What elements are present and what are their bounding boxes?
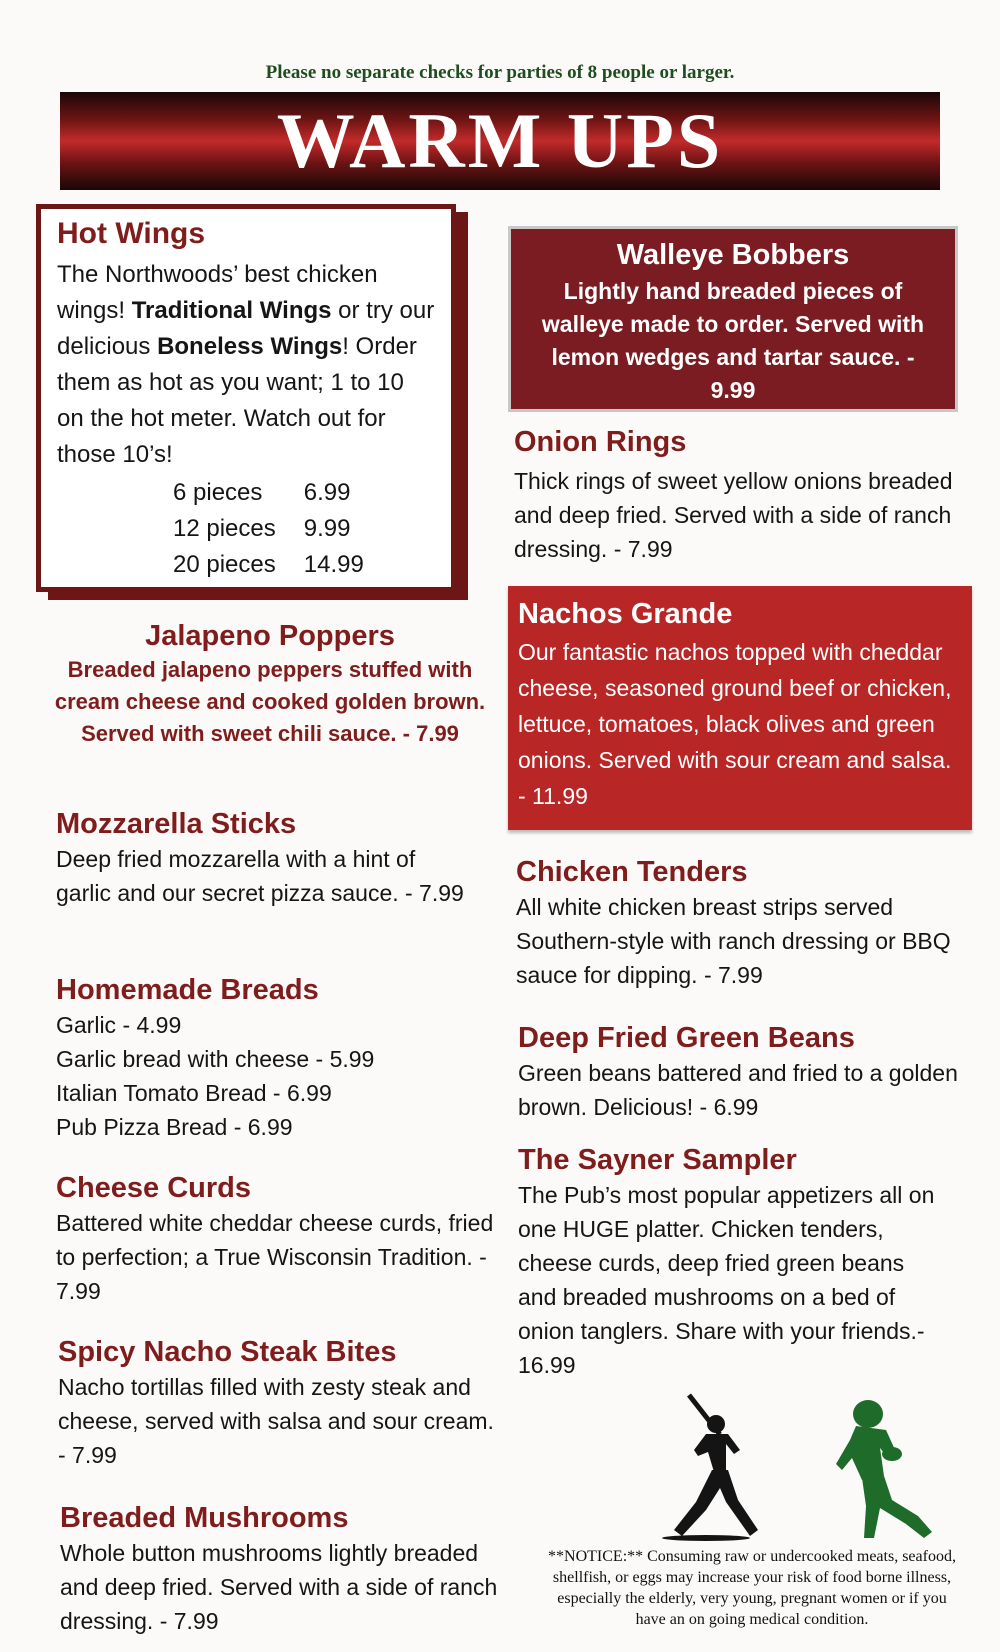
sayner-sampler-item (518, 1142, 938, 1382)
separate-checks-notice: Please no separate checks for parties of 8 people or larger. (265, 62, 735, 83)
football-player-icon (834, 1396, 938, 1544)
qty: 6 pieces (173, 479, 263, 506)
food-safety-notice: **NOTICE:** Consuming raw or undercooked meats, seafood, shellfish, or eggs may increase your risk of food borne illness, especially the elderly, very young, pregnant women or if you have an on going medical condition. (548, 1548, 956, 1628)
steak-bites-description: Nacho tortillas filled with zesty steak and cheese, served with salsa and sour cream. - 7.99 (58, 1374, 494, 1468)
hot-wings-box (36, 204, 456, 592)
homemade-breads-title: Homemade Breads (56, 974, 319, 1006)
walleye-bobbers-box (508, 226, 958, 412)
hot-wings-desc-part: ! Order them as hot as you want; 1 to 10 on the hot meter. Watch out for those 10’s! (57, 333, 417, 468)
bread-option: Pub Pizza Bread - 6.99 (56, 1114, 293, 1140)
homemade-breads-item (56, 972, 476, 1144)
jalapeno-poppers-item (50, 618, 490, 750)
cheese-curds-description: Battered white cheddar cheese curds, fried to perfection; a True Wisconsin Tradition. - 7.99 (56, 1210, 494, 1304)
bread-option: Garlic bread with cheese - 5.99 (56, 1046, 375, 1072)
nachos-grande-box (508, 586, 972, 830)
walleye-bobbers-title: Walleye Bobbers (616, 239, 850, 271)
mozzarella-sticks-description: Deep fried mozzarella with a hint of garlic and our secret pizza sauce. - 7.99 (56, 846, 464, 906)
green-beans-item (518, 1020, 958, 1124)
cheese-curds-title: Cheese Curds (56, 1172, 252, 1204)
steak-bites-title: Spicy Nacho Steak Bites (58, 1336, 397, 1368)
bread-option: Italian Tomato Bread - 6.99 (56, 1080, 332, 1106)
section-title: WARM UPS (276, 97, 724, 184)
breaded-mushrooms-item (60, 1500, 500, 1638)
table-row (173, 511, 364, 547)
table-row (173, 547, 364, 583)
qty: 20 pieces (173, 551, 276, 578)
hot-wings-price-table (173, 475, 364, 583)
chicken-tenders-description: All white chicken breast strips served Southern-style with ranch dressing or BBQ sauce for dipping. - 7.99 (516, 894, 951, 988)
chicken-tenders-item (516, 854, 966, 992)
traditional-wings-label: Traditional Wings (131, 297, 332, 324)
price: 6.99 (303, 479, 351, 506)
baseball-batter-icon (654, 1390, 766, 1542)
breaded-mushrooms-title: Breaded Mushrooms (60, 1502, 349, 1534)
onion-rings-description: Thick rings of sweet yellow onions breaded and deep fried. Served with a side of ranch dressing. - 7.99 (514, 468, 953, 562)
hot-wings-desc-part: The Northwoods’ best chicken wings! (57, 261, 378, 324)
table-row (173, 475, 364, 511)
boneless-wings-label: Boneless Wings (157, 333, 343, 360)
price: 14.99 (303, 551, 364, 578)
bread-option: Garlic - 4.99 (56, 1012, 182, 1038)
sayner-sampler-title: The Sayner Sampler (518, 1144, 797, 1176)
price: 9.99 (303, 515, 351, 542)
hot-wings-title: Hot Wings (57, 217, 206, 250)
jalapeno-poppers-title: Jalapeno Poppers (145, 620, 395, 652)
nachos-grande-title: Nachos Grande (518, 598, 733, 630)
warm-ups-banner (60, 92, 940, 190)
steak-bites-item (58, 1334, 498, 1472)
mozzarella-sticks-title: Mozzarella Sticks (56, 808, 297, 840)
green-beans-description: Green beans battered and fried to a golden brown. Delicious! - 6.99 (518, 1060, 958, 1120)
hot-wings-description (57, 257, 437, 473)
mozzarella-sticks-item (56, 806, 476, 910)
onion-rings-item (514, 424, 954, 566)
jalapeno-poppers-description: Breaded jalapeno peppers stuffed with cream cheese and cooked golden brown. Served with sweet chili sauce. - 7.99 (54, 657, 486, 746)
qty: 12 pieces (173, 515, 276, 542)
hot-wings-desc-part: or try our delicious (57, 297, 435, 360)
onion-rings-title: Onion Rings (514, 426, 687, 458)
cheese-curds-item (56, 1170, 496, 1308)
sayner-sampler-description: The Pub’s most popular appetizers all on one HUGE platter. Chicken tenders, cheese curds, deep fried green beans and breaded mushrooms on a bed of onion tanglers. Share with your friends.- 16.99 (518, 1182, 935, 1378)
walleye-bobbers-description: Lightly hand breaded pieces of walleye made to order. Served with lemon wedges and tartar sauce. - 9.99 (541, 278, 925, 403)
nachos-grande-description: Our fantastic nachos topped with cheddar cheese, seasoned ground beef or chicken, lettuce, tomatoes, black olives and green onions. Served with sour cream and salsa. - 11.99 (518, 639, 952, 809)
breaded-mushrooms-description: Whole button mushrooms lightly breaded and deep fried. Served with a side of ranch dressing. - 7.99 (60, 1540, 498, 1634)
green-beans-title: Deep Fried Green Beans (518, 1022, 855, 1054)
chicken-tenders-title: Chicken Tenders (516, 856, 748, 888)
